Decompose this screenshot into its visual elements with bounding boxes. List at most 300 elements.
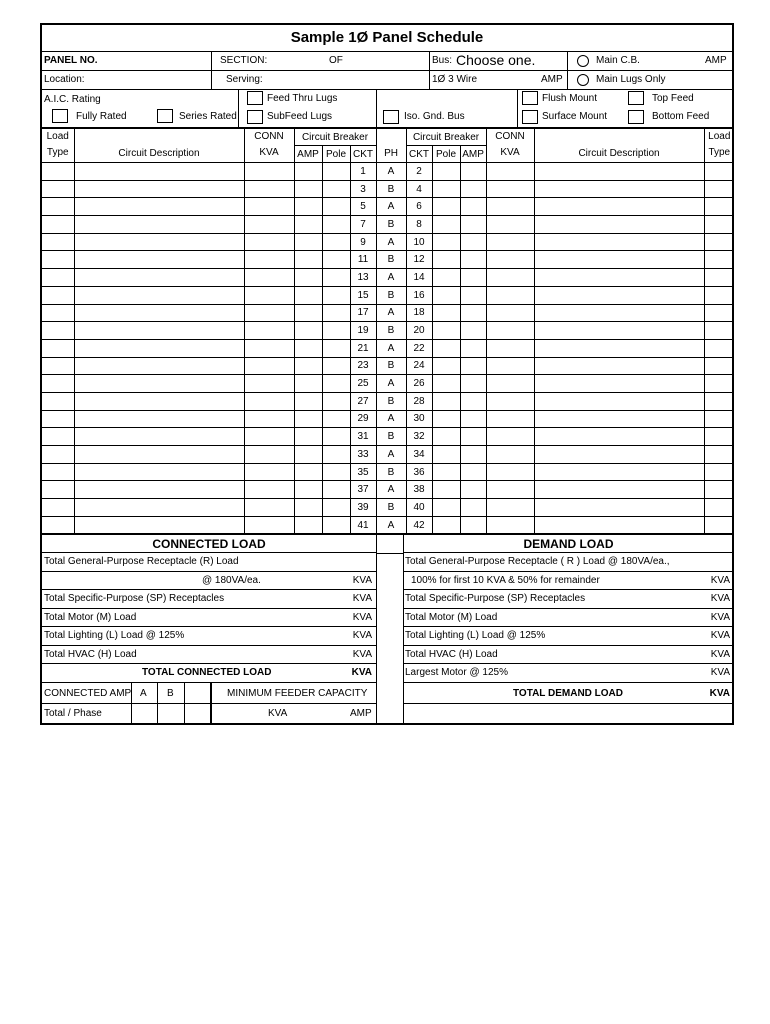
pole-left-cell[interactable] — [322, 516, 350, 534]
connected-hvac-label: Total HVAC (H) Load — [44, 648, 137, 660]
amp-left-cell[interactable] — [294, 481, 322, 499]
pole-left-cell[interactable] — [322, 339, 350, 357]
load-type-right-cell[interactable] — [704, 516, 734, 534]
conn-kva-right-cell[interactable] — [486, 516, 534, 534]
conn-kva-left-cell[interactable] — [244, 216, 294, 234]
connected-lighting-label: Total Lighting (L) Load @ 125% — [44, 630, 185, 642]
ckt-right-cell: 12 — [406, 251, 432, 269]
table-row — [42, 446, 734, 464]
bottom-feed-checkbox[interactable] — [628, 110, 644, 124]
circuit-description-left-cell[interactable] — [74, 516, 244, 534]
load-type-right-cell[interactable] — [704, 286, 734, 304]
amp-right-cell[interactable] — [460, 375, 486, 393]
ckt-left-cell: 5 — [350, 198, 376, 216]
pole-left-cell[interactable] — [322, 198, 350, 216]
circuit-breaker-header-right: Circuit Breaker — [406, 129, 486, 146]
header-row-options — [42, 90, 732, 128]
table-row — [42, 428, 734, 446]
top-feed-checkbox[interactable] — [628, 91, 644, 105]
conn-kva-right-cell[interactable] — [486, 357, 534, 375]
amp-right-cell[interactable] — [460, 233, 486, 251]
ckt-left-cell: 37 — [350, 481, 376, 499]
load-type-left-cell[interactable] — [42, 481, 74, 499]
ckt-header-left: CKT — [350, 146, 376, 163]
pole-right-cell[interactable] — [432, 499, 460, 517]
conn-kva-left-cell[interactable] — [244, 463, 294, 481]
circuit-description-left-cell[interactable] — [74, 304, 244, 322]
load-type-right-cell[interactable] — [704, 198, 734, 216]
conn-kva-left-cell[interactable] — [244, 410, 294, 428]
conn-kva-left-cell[interactable] — [244, 322, 294, 340]
circuit-description-right-cell[interactable] — [534, 163, 704, 181]
load-type-right-cell[interactable] — [704, 481, 734, 499]
circuit-description-left-cell[interactable] — [74, 269, 244, 287]
load-type-left-cell[interactable] — [42, 463, 74, 481]
demand-load-title: DEMAND LOAD — [403, 535, 734, 553]
circuit-description-left-cell[interactable] — [74, 446, 244, 464]
amp-right-cell[interactable] — [460, 516, 486, 534]
load-type-right-cell[interactable] — [704, 446, 734, 464]
min-feeder-capacity-label: MINIMUM FEEDER CAPACITY — [227, 687, 368, 699]
amp-right-cell[interactable] — [460, 198, 486, 216]
fully-rated-label: Fully Rated — [76, 111, 127, 122]
load-type-right-cell[interactable] — [704, 233, 734, 251]
conn-kva-left-cell[interactable] — [244, 198, 294, 216]
conn-kva-left-cell[interactable] — [244, 251, 294, 269]
load-type-right-cell[interactable] — [704, 357, 734, 375]
conn-kva-right-cell[interactable] — [486, 216, 534, 234]
pole-right-cell[interactable] — [432, 357, 460, 375]
connected-sp-label: Total Specific-Purpose (SP) Receptacles — [44, 593, 225, 605]
amp-left-cell[interactable] — [294, 322, 322, 340]
pole-right-cell[interactable] — [432, 269, 460, 287]
circuit-description-right-cell[interactable] — [534, 357, 704, 375]
circuit-description-right-cell[interactable] — [534, 198, 704, 216]
pole-right-cell[interactable] — [432, 339, 460, 357]
ph-cell: B — [376, 322, 406, 340]
conn-kva-left-cell[interactable] — [244, 516, 294, 534]
conn-kva-right-cell[interactable] — [486, 180, 534, 198]
conn-kva-header-left — [244, 129, 294, 163]
amp-left-cell[interactable] — [294, 357, 322, 375]
conn-kva-right-cell[interactable] — [486, 269, 534, 287]
pole-right-cell[interactable] — [432, 446, 460, 464]
total-connected-load-label: TOTAL CONNECTED LOAD — [142, 667, 272, 679]
circuit-description-right-cell[interactable] — [534, 251, 704, 269]
circuit-description-left-cell[interactable] — [74, 322, 244, 340]
circuit-description-left-cell[interactable] — [74, 216, 244, 234]
conn-kva-left-cell[interactable] — [244, 339, 294, 357]
pole-right-cell[interactable] — [432, 163, 460, 181]
load-type-left-cell[interactable] — [42, 269, 74, 287]
load-type-right-cell[interactable] — [704, 322, 734, 340]
pole-left-cell[interactable] — [322, 428, 350, 446]
conn-kva-right-cell[interactable] — [486, 233, 534, 251]
subfeed-lugs-checkbox[interactable] — [247, 110, 263, 124]
circuit-description-left-cell[interactable] — [74, 410, 244, 428]
load-type-right-cell[interactable] — [704, 269, 734, 287]
amp-right-cell[interactable] — [460, 322, 486, 340]
pole-left-cell[interactable] — [322, 269, 350, 287]
circuit-description-left-cell[interactable] — [74, 180, 244, 198]
ckt-left-cell: 31 — [350, 428, 376, 446]
amp-right-cell[interactable] — [460, 392, 486, 410]
load-type-right-cell[interactable] — [704, 499, 734, 517]
amp-left-cell[interactable] — [294, 198, 322, 216]
load-type-left-cell[interactable] — [42, 251, 74, 269]
circuit-description-left-cell[interactable] — [74, 163, 244, 181]
bus-label: Bus: — [432, 55, 453, 66]
conn-kva-right-cell[interactable] — [486, 251, 534, 269]
pole-left-cell[interactable] — [322, 163, 350, 181]
amp-left-cell[interactable] — [294, 304, 322, 322]
conn-kva-right-cell[interactable] — [486, 304, 534, 322]
demand-load-section — [403, 535, 734, 724]
circuit-description-left-cell[interactable] — [74, 375, 244, 393]
pole-left-cell[interactable] — [322, 304, 350, 322]
surface-mount-checkbox[interactable] — [522, 110, 538, 124]
main-lugs-only-label: Main Lugs Only — [596, 74, 666, 85]
load-type-left-cell[interactable] — [42, 198, 74, 216]
ckt-left-cell: 29 — [350, 410, 376, 428]
load-type-right-cell[interactable] — [704, 428, 734, 446]
ckt-left-cell: 9 — [350, 233, 376, 251]
conn-kva-right-cell[interactable] — [486, 499, 534, 517]
pole-right-cell[interactable] — [432, 481, 460, 499]
pole-right-cell[interactable] — [432, 410, 460, 428]
table-header-row-1 — [42, 129, 734, 146]
table-row — [42, 233, 734, 251]
pole-left-cell[interactable] — [322, 286, 350, 304]
amp-right-cell[interactable] — [460, 180, 486, 198]
circuit-description-left-cell[interactable] — [74, 499, 244, 517]
amp-left-cell[interactable] — [294, 392, 322, 410]
circuit-description-right-cell[interactable] — [534, 446, 704, 464]
load-type-left-cell[interactable] — [42, 180, 74, 198]
load-type-left-cell[interactable] — [42, 163, 74, 181]
conn-kva-right-cell[interactable] — [486, 392, 534, 410]
circuit-description-right-cell[interactable] — [534, 375, 704, 393]
wire-amp-label: AMP — [541, 74, 563, 85]
ckt-left-cell: 17 — [350, 304, 376, 322]
table-row — [42, 198, 734, 216]
amp-left-cell[interactable] — [294, 216, 322, 234]
amp-left-cell[interactable] — [294, 286, 322, 304]
ph-cell: A — [376, 410, 406, 428]
conn-kva-left-cell[interactable] — [244, 304, 294, 322]
ph-header: PH — [376, 129, 406, 163]
conn-kva-left-cell[interactable] — [244, 375, 294, 393]
amp-left-cell[interactable] — [294, 446, 322, 464]
amp-left-cell[interactable] — [294, 410, 322, 428]
feeder-kva-label: KVA — [268, 707, 288, 719]
total-demand-load-row — [403, 683, 734, 704]
pole-right-cell[interactable] — [432, 375, 460, 393]
conn-kva-right-cell[interactable] — [486, 163, 534, 181]
location-label: Location: — [44, 74, 85, 85]
pole-right-cell[interactable] — [432, 463, 460, 481]
pole-left-cell[interactable] — [322, 357, 350, 375]
conn-kva-left-cell[interactable] — [244, 446, 294, 464]
amp-right-cell[interactable] — [460, 339, 486, 357]
load-type-right-cell[interactable] — [704, 339, 734, 357]
conn-kva-left-cell[interactable] — [244, 357, 294, 375]
amp-left-cell[interactable] — [294, 375, 322, 393]
amp-left-cell[interactable] — [294, 233, 322, 251]
conn-kva-right-cell[interactable] — [486, 410, 534, 428]
pole-right-cell[interactable] — [432, 198, 460, 216]
pole-left-cell[interactable] — [322, 446, 350, 464]
load-type-left-cell[interactable] — [42, 392, 74, 410]
ckt-left-cell: 23 — [350, 357, 376, 375]
circuit-description-right-cell[interactable] — [534, 304, 704, 322]
load-type-right-cell[interactable] — [704, 375, 734, 393]
load-type-right-cell[interactable] — [704, 163, 734, 181]
total-phase-row — [42, 704, 376, 724]
circuit-description-right-cell[interactable] — [534, 463, 704, 481]
table-row — [42, 357, 734, 375]
pole-left-cell[interactable] — [322, 180, 350, 198]
demand-r-load-row-2 — [403, 572, 734, 591]
pole-right-cell[interactable] — [432, 251, 460, 269]
circuit-description-right-cell[interactable] — [534, 516, 704, 534]
pole-right-cell[interactable] — [432, 180, 460, 198]
load-type-right-cell[interactable] — [704, 304, 734, 322]
amp-right-cell[interactable] — [460, 428, 486, 446]
circuit-description-right-cell[interactable] — [534, 499, 704, 517]
circuit-description-left-cell[interactable] — [74, 463, 244, 481]
conn-kva-right-cell[interactable] — [486, 339, 534, 357]
amp-header-left: AMP — [294, 146, 322, 163]
load-type-left-cell[interactable] — [42, 446, 74, 464]
circuit-description-left-cell[interactable] — [74, 233, 244, 251]
pole-right-cell[interactable] — [432, 216, 460, 234]
load-type-left-cell[interactable] — [42, 499, 74, 517]
amp-right-cell[interactable] — [460, 410, 486, 428]
load-type-left-cell[interactable] — [42, 375, 74, 393]
circuit-description-left-cell[interactable] — [74, 339, 244, 357]
amp-right-cell[interactable] — [460, 304, 486, 322]
load-type-right-cell[interactable] — [704, 410, 734, 428]
main-lugs-only-radio[interactable] — [577, 74, 589, 86]
amp-right-cell[interactable] — [460, 499, 486, 517]
conn-kva-left-cell[interactable] — [244, 269, 294, 287]
pole-left-cell[interactable] — [322, 322, 350, 340]
conn-kva-left-cell[interactable] — [244, 392, 294, 410]
conn-kva-left-cell[interactable] — [244, 428, 294, 446]
conn-kva-left-cell[interactable] — [244, 233, 294, 251]
kva-unit: KVA — [351, 667, 372, 679]
conn-kva-right-cell[interactable] — [486, 481, 534, 499]
amp-right-cell[interactable] — [460, 216, 486, 234]
load-type-left-cell[interactable] — [42, 322, 74, 340]
connected-r-load-row — [42, 553, 376, 572]
circuit-description-left-cell[interactable] — [74, 428, 244, 446]
circuit-description-right-cell[interactable] — [534, 392, 704, 410]
load-type-right-cell[interactable] — [704, 463, 734, 481]
load-type-left-cell[interactable] — [42, 216, 74, 234]
demand-sp-row — [403, 590, 734, 609]
conn-kva-right-cell[interactable] — [486, 322, 534, 340]
amp-right-cell[interactable] — [460, 269, 486, 287]
circuit-description-left-cell[interactable] — [74, 198, 244, 216]
connected-r-load-row-2 — [42, 572, 376, 591]
circuit-description-left-cell[interactable] — [74, 481, 244, 499]
amp-right-cell[interactable] — [460, 251, 486, 269]
connected-hvac-row — [42, 646, 376, 665]
series-rated-checkbox[interactable] — [157, 109, 173, 123]
load-type-left-cell[interactable] — [42, 233, 74, 251]
main-cb-radio[interactable] — [577, 55, 589, 67]
table-row — [42, 375, 734, 393]
circuit-description-right-cell[interactable] — [534, 180, 704, 198]
circuit-description-right-cell[interactable] — [534, 269, 704, 287]
table-row — [42, 269, 734, 287]
ph-cell: B — [376, 286, 406, 304]
iso-gnd-bus-label: Iso. Gnd. Bus — [404, 111, 465, 122]
load-type-right-cell[interactable] — [704, 251, 734, 269]
pole-header-right: Pole — [432, 146, 460, 163]
amp-left-cell[interactable] — [294, 516, 322, 534]
table-row — [42, 516, 734, 534]
circuit-description-right-cell[interactable] — [534, 339, 704, 357]
ph-cell: B — [376, 251, 406, 269]
amp-right-cell[interactable] — [460, 357, 486, 375]
pole-left-cell[interactable] — [322, 410, 350, 428]
conn-kva-right-cell[interactable] — [486, 375, 534, 393]
fully-rated-checkbox[interactable] — [52, 109, 68, 123]
pole-left-cell[interactable] — [322, 251, 350, 269]
amp-right-cell[interactable] — [460, 163, 486, 181]
ckt-right-cell: 42 — [406, 516, 432, 534]
conn-kva-left-cell[interactable] — [244, 180, 294, 198]
load-type-left-cell[interactable] — [42, 410, 74, 428]
connected-motor-row — [42, 609, 376, 628]
table-row — [42, 392, 734, 410]
pole-right-cell[interactable] — [432, 428, 460, 446]
circuit-description-left-cell[interactable] — [74, 286, 244, 304]
feed-thru-lugs-checkbox[interactable] — [247, 91, 263, 105]
amp-left-cell[interactable] — [294, 428, 322, 446]
conn-kva-left-cell[interactable] — [244, 286, 294, 304]
amp-left-cell[interactable] — [294, 463, 322, 481]
circuit-description-right-cell[interactable] — [534, 410, 704, 428]
conn-kva-right-cell[interactable] — [486, 198, 534, 216]
pole-header-left: Pole — [322, 146, 350, 163]
demand-lighting-label: Total Lighting (L) Load @ 125% — [405, 630, 546, 642]
table-row — [42, 339, 734, 357]
load-type-left-cell[interactable] — [42, 357, 74, 375]
pole-left-cell[interactable] — [322, 499, 350, 517]
ckt-right-cell: 34 — [406, 446, 432, 464]
circuit-description-right-cell[interactable] — [534, 233, 704, 251]
table-row — [42, 304, 734, 322]
load-type-right-cell[interactable] — [704, 216, 734, 234]
ckt-right-cell: 40 — [406, 499, 432, 517]
amp-left-cell[interactable] — [294, 499, 322, 517]
amp-left-cell[interactable] — [294, 163, 322, 181]
load-type-left-cell[interactable] — [42, 339, 74, 357]
amp-right-cell[interactable] — [460, 481, 486, 499]
circuit-description-right-cell[interactable] — [534, 428, 704, 446]
bottom-feed-label: Bottom Feed — [652, 111, 710, 122]
circuit-description-left-cell[interactable] — [74, 392, 244, 410]
pole-left-cell[interactable] — [322, 463, 350, 481]
amp-left-cell[interactable] — [294, 180, 322, 198]
conn-kva-right-cell[interactable] — [486, 446, 534, 464]
conn-kva-right-cell[interactable] — [486, 286, 534, 304]
amp-right-cell[interactable] — [460, 286, 486, 304]
pole-right-cell[interactable] — [432, 233, 460, 251]
phase-a-label: A — [140, 687, 147, 699]
flush-mount-checkbox[interactable] — [522, 91, 538, 105]
ckt-left-cell: 19 — [350, 322, 376, 340]
circuit-description-header-left: Circuit Description — [74, 129, 244, 163]
pole-left-cell[interactable] — [322, 481, 350, 499]
pole-right-cell[interactable] — [432, 286, 460, 304]
ph-cell: A — [376, 163, 406, 181]
connected-r-load-label: Total General-Purpose Receptacle (R) Load — [44, 556, 239, 568]
load-type-header-right — [704, 129, 734, 163]
load-type-right-cell[interactable] — [704, 392, 734, 410]
circuit-description-right-cell[interactable] — [534, 216, 704, 234]
amp-right-cell[interactable] — [460, 446, 486, 464]
subfeed-lugs-label: SubFeed Lugs — [267, 111, 333, 122]
load-type-left-cell[interactable] — [42, 516, 74, 534]
amp-right-cell[interactable] — [460, 463, 486, 481]
conn-kva-left-cell[interactable] — [244, 499, 294, 517]
conn-kva-left-cell[interactable] — [244, 481, 294, 499]
ph-cell: B — [376, 499, 406, 517]
pole-right-cell[interactable] — [432, 516, 460, 534]
panel-no-label: PANEL NO. — [44, 55, 98, 66]
pole-left-cell[interactable] — [322, 375, 350, 393]
load-type-right-cell[interactable] — [704, 180, 734, 198]
ph-cell: B — [376, 392, 406, 410]
load-type-left-cell[interactable] — [42, 428, 74, 446]
ckt-left-cell: 27 — [350, 392, 376, 410]
amp-left-cell[interactable] — [294, 251, 322, 269]
bus-select[interactable]: Choose one. — [456, 52, 536, 68]
conn-kva-right-cell[interactable] — [486, 428, 534, 446]
circuit-description-right-cell[interactable] — [534, 286, 704, 304]
pole-right-cell[interactable] — [432, 322, 460, 340]
load-type-left-cell[interactable] — [42, 304, 74, 322]
circuit-description-left-cell[interactable] — [74, 251, 244, 269]
amp-left-cell[interactable] — [294, 269, 322, 287]
conn-kva-left-cell[interactable] — [244, 163, 294, 181]
kva-unit: KVA — [710, 667, 730, 679]
circuit-description-left-cell[interactable] — [74, 357, 244, 375]
iso-gnd-bus-checkbox[interactable] — [383, 110, 399, 124]
page-title: Sample 1Ø Panel Schedule — [42, 25, 732, 52]
load-type-left-cell[interactable] — [42, 286, 74, 304]
ph-cell: A — [376, 304, 406, 322]
pole-left-cell[interactable] — [322, 233, 350, 251]
amp-left-cell[interactable] — [294, 339, 322, 357]
pole-left-cell[interactable] — [322, 392, 350, 410]
ckt-right-cell: 38 — [406, 481, 432, 499]
conn-kva-right-cell[interactable] — [486, 463, 534, 481]
kva-unit: KVA — [709, 687, 730, 699]
demand-motor-row — [403, 609, 734, 628]
kva-unit: KVA — [352, 611, 372, 623]
pole-right-cell[interactable] — [432, 304, 460, 322]
pole-right-cell[interactable] — [432, 392, 460, 410]
circuit-description-right-cell[interactable] — [534, 481, 704, 499]
circuit-description-right-cell[interactable] — [534, 322, 704, 340]
pole-left-cell[interactable] — [322, 216, 350, 234]
